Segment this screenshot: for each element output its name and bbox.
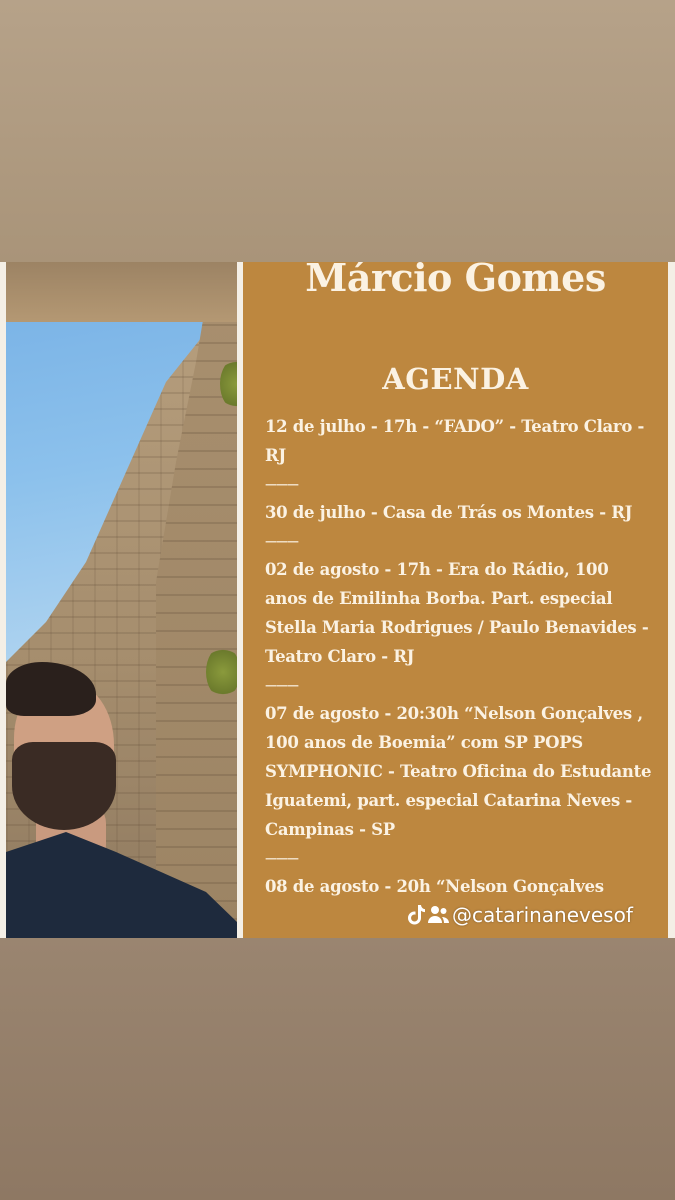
agenda-list xyxy=(265,412,655,901)
separator: ——— xyxy=(265,534,298,548)
agenda-poster xyxy=(0,262,675,938)
agenda-item: 30 de julho - Casa de Trás os Montes - RJ xyxy=(265,503,633,522)
tiktok-watermark[interactable] xyxy=(408,900,633,930)
separator: ——— xyxy=(265,477,298,491)
agenda-item: 02 de agosto - 17h - Era do Rádio, 100 anos de Emilinha Borba. Part. especial Stella Maria Rodrigues / Paulo Benavides - Teatro Claro - RJ xyxy=(265,560,649,666)
separator: ——— xyxy=(265,851,298,865)
story-background-bottom xyxy=(0,938,675,1200)
agenda-panel xyxy=(243,262,668,938)
agenda-item: 07 de agosto - 20:30h “Nelson Gonçalves , 100 anos de Boemia” com SP POPS SYMPHONIC - Teatro Oficina do Estudante Iguatemi, part. especial Catarina Neves - Campinas - SP xyxy=(265,704,652,839)
artist-name: Márcio Gomes xyxy=(305,262,606,300)
story-background-top xyxy=(0,0,675,262)
stone-arch xyxy=(6,262,237,322)
users-icon xyxy=(428,905,450,925)
tiktok-icon xyxy=(408,904,426,926)
agenda-item: 12 de julho - 17h - “FADO” - Teatro Claro - RJ xyxy=(265,417,645,465)
watermark-handle: @catarinanevesof xyxy=(452,903,633,927)
person-beard xyxy=(12,742,116,830)
shrub xyxy=(206,646,237,698)
artist-photo xyxy=(6,262,237,938)
separator: ——— xyxy=(265,678,298,692)
agenda-item: 08 de agosto - 20h “Nelson Gonçalves xyxy=(265,877,604,896)
agenda-title: AGENDA xyxy=(382,362,529,396)
